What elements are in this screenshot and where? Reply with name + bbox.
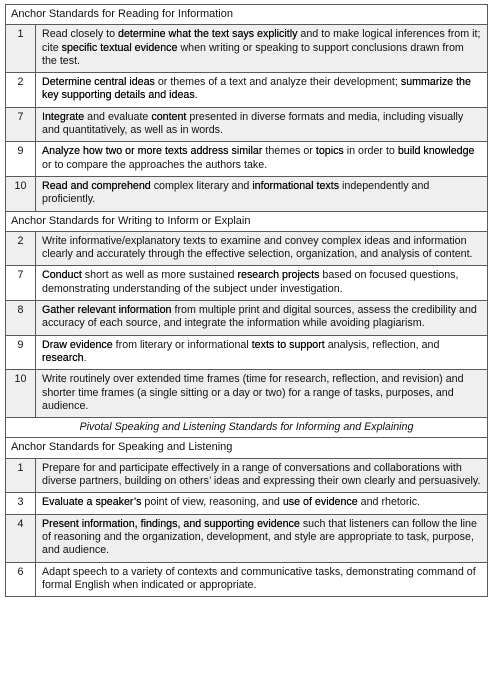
text-run: . <box>83 351 87 364</box>
section-heading: Anchor Standards for Reading for Information <box>6 5 488 25</box>
emphasized-phrase: summarize the key supporting details and ideas <box>42 76 471 102</box>
pivot-heading: Pivotal Speaking and Listening Standards for Informing and Explaining <box>6 418 488 438</box>
standard-row <box>6 142 488 177</box>
standard-number-cell <box>6 458 36 493</box>
standard-number-cell <box>6 142 36 177</box>
standard-row <box>6 301 488 336</box>
emphasized-phrase: texts to support <box>251 338 325 351</box>
standard-number: 7 <box>17 110 24 123</box>
text-run: presented in diverse formats and media, including visually and quantitatively, as well as in words. <box>42 110 464 137</box>
standard-number-cell <box>6 176 36 211</box>
standard-text-cell <box>36 514 488 562</box>
emphasized-phrase: Present information, findings, and supporting evidence <box>42 517 300 530</box>
text-run: Write informative/explanatory texts to examine and convey complex ideas and information clearly and accurately through the effective selection, organization, and analysis of content. <box>42 234 473 261</box>
standard-row <box>6 493 488 514</box>
standard-number: 10 <box>14 373 27 386</box>
standards-table <box>5 4 488 597</box>
standard-number-cell <box>6 73 36 108</box>
standard-text-cell <box>36 107 488 142</box>
standard-text-cell <box>36 73 488 108</box>
text-run: point of view, reasoning, and <box>141 496 283 509</box>
text-run: from literary or informational <box>112 338 252 351</box>
standard-text <box>36 73 487 107</box>
standard-text-cell <box>36 231 488 266</box>
standard-text-cell <box>36 25 488 73</box>
emphasized-phrase: topics <box>315 145 344 158</box>
standard-number-cell <box>6 514 36 562</box>
standard-number: 3 <box>17 496 24 509</box>
standards-table-body <box>6 5 488 597</box>
standard-row <box>6 231 488 266</box>
text-run: based on focused questions, demonstrating understanding of the subject under investigation. <box>42 269 459 295</box>
standard-row <box>6 562 488 597</box>
emphasized-phrase: specific textual evidence <box>61 41 178 54</box>
text-run: analysis, reflection, and <box>324 338 440 351</box>
emphasized-phrase: Draw evidence <box>42 338 113 351</box>
standard-number-cell <box>6 107 36 142</box>
standard-text-cell <box>36 176 488 211</box>
standard-text <box>36 108 487 142</box>
standard-number: 2 <box>17 234 24 247</box>
standard-text-cell <box>36 142 488 177</box>
standard-number: 4 <box>17 517 24 530</box>
section-heading-row <box>6 211 488 231</box>
standard-number: 1 <box>17 461 24 474</box>
section-heading: Anchor Standards for Writing to Inform or Explain <box>6 211 488 231</box>
text-run: independently and proficiently. <box>42 179 430 206</box>
section-heading-row <box>6 438 488 458</box>
standard-text <box>36 301 487 335</box>
standard-row <box>6 25 488 73</box>
standard-number-cell <box>6 370 36 418</box>
text-run: in order to <box>343 145 398 158</box>
emphasized-phrase: research projects <box>237 269 320 282</box>
standard-text <box>36 493 487 513</box>
standard-text <box>36 370 487 417</box>
standard-number-cell <box>6 301 36 336</box>
standard-text-cell <box>36 266 488 301</box>
standard-text <box>36 515 487 562</box>
pivot-heading-row <box>6 418 488 438</box>
standard-number: 6 <box>17 565 24 578</box>
standard-text-cell <box>36 301 488 336</box>
text-run: and to make logical inferences from it; cite <box>42 28 481 54</box>
standard-row <box>6 370 488 418</box>
standard-number: 7 <box>17 269 24 282</box>
text-run: from multiple print and digital sources, assess the credibility and accuracy of each source, and integrate the information while avoiding plagiarism. <box>42 304 477 330</box>
standard-number-cell <box>6 231 36 266</box>
standard-row <box>6 176 488 211</box>
emphasized-phrase: Determine central ideas <box>42 76 155 89</box>
text-run: or themes of a text and analyze their development; <box>154 76 401 89</box>
standard-text-cell <box>36 562 488 597</box>
emphasized-phrase: Evaluate a speaker’s <box>42 496 142 509</box>
standard-number-cell <box>6 25 36 73</box>
standard-number-cell <box>6 493 36 514</box>
standard-number: 2 <box>17 76 24 89</box>
standard-text <box>36 25 487 72</box>
standard-number: 9 <box>17 338 24 351</box>
standard-text-cell <box>36 493 488 514</box>
standard-number: 1 <box>17 28 24 41</box>
text-run: when writing or speaking to support conclusions drawn from the test. <box>42 41 464 67</box>
standard-number-cell <box>6 562 36 597</box>
text-run: or to compare the approaches the authors take. <box>42 158 268 171</box>
emphasized-phrase: Conduct <box>42 269 82 282</box>
text-run: Prepare for and participate effectively in a range of conversations and collaborations with diverse partners, building on others’ ideas and expressing their own clearly and persuasively. <box>42 461 481 488</box>
standard-text <box>36 459 487 493</box>
emphasized-phrase: research <box>42 351 84 364</box>
emphasized-phrase: use of evidence <box>282 496 358 509</box>
standard-row <box>6 458 488 493</box>
standard-text <box>36 563 487 597</box>
emphasized-phrase: determine what the text says explicitly <box>118 28 298 41</box>
emphasized-phrase: Analyze how two or more texts address similar <box>42 145 263 158</box>
text-run: Adapt speech to a variety of contexts and communicative tasks, demonstrating command of formal English when indicated or appropriate. <box>42 565 476 591</box>
standard-number: 8 <box>17 304 24 317</box>
text-run: such that listeners can follow the line of reasoning and the organization, development, and style are appropriate to task, purpose, and audience. <box>42 517 477 557</box>
standard-row <box>6 266 488 301</box>
standard-text <box>36 336 487 370</box>
standard-text <box>36 177 487 211</box>
standard-number-cell <box>6 335 36 370</box>
standard-number: 9 <box>17 145 24 158</box>
standard-number: 10 <box>14 179 27 192</box>
standard-row <box>6 335 488 370</box>
standard-text-cell <box>36 370 488 418</box>
standard-row <box>6 107 488 142</box>
text-run: short as well as more sustained <box>81 269 238 282</box>
text-run: and evaluate <box>84 110 152 123</box>
text-run: Read closely to <box>42 28 119 41</box>
emphasized-phrase: Gather relevant information <box>42 304 172 317</box>
text-run: . <box>194 89 198 102</box>
emphasized-phrase: build knowledge <box>397 145 475 158</box>
section-heading-row <box>6 5 488 25</box>
emphasized-phrase: Read and comprehend <box>42 179 151 192</box>
emphasized-phrase: content <box>151 110 187 123</box>
text-run: Write routinely over extended time frames (time for research, reflection, and revision) and shorter time frames (a single sitting or a day or two) for a range of tasks, purposes, and audience. <box>42 373 464 412</box>
standard-text <box>36 266 487 300</box>
section-heading: Anchor Standards for Speaking and Listening <box>6 438 488 458</box>
standard-text-cell <box>36 458 488 493</box>
standard-row <box>6 514 488 562</box>
standard-text <box>36 232 487 266</box>
text-run: complex literary and <box>150 179 253 192</box>
standard-text <box>36 142 487 176</box>
standard-number-cell <box>6 266 36 301</box>
text-run: themes or <box>262 145 316 158</box>
emphasized-phrase: Integrate <box>42 110 85 123</box>
emphasized-phrase: informational texts <box>252 179 340 192</box>
standard-row <box>6 73 488 108</box>
text-run: and rhetoric. <box>357 496 421 509</box>
standard-text-cell <box>36 335 488 370</box>
